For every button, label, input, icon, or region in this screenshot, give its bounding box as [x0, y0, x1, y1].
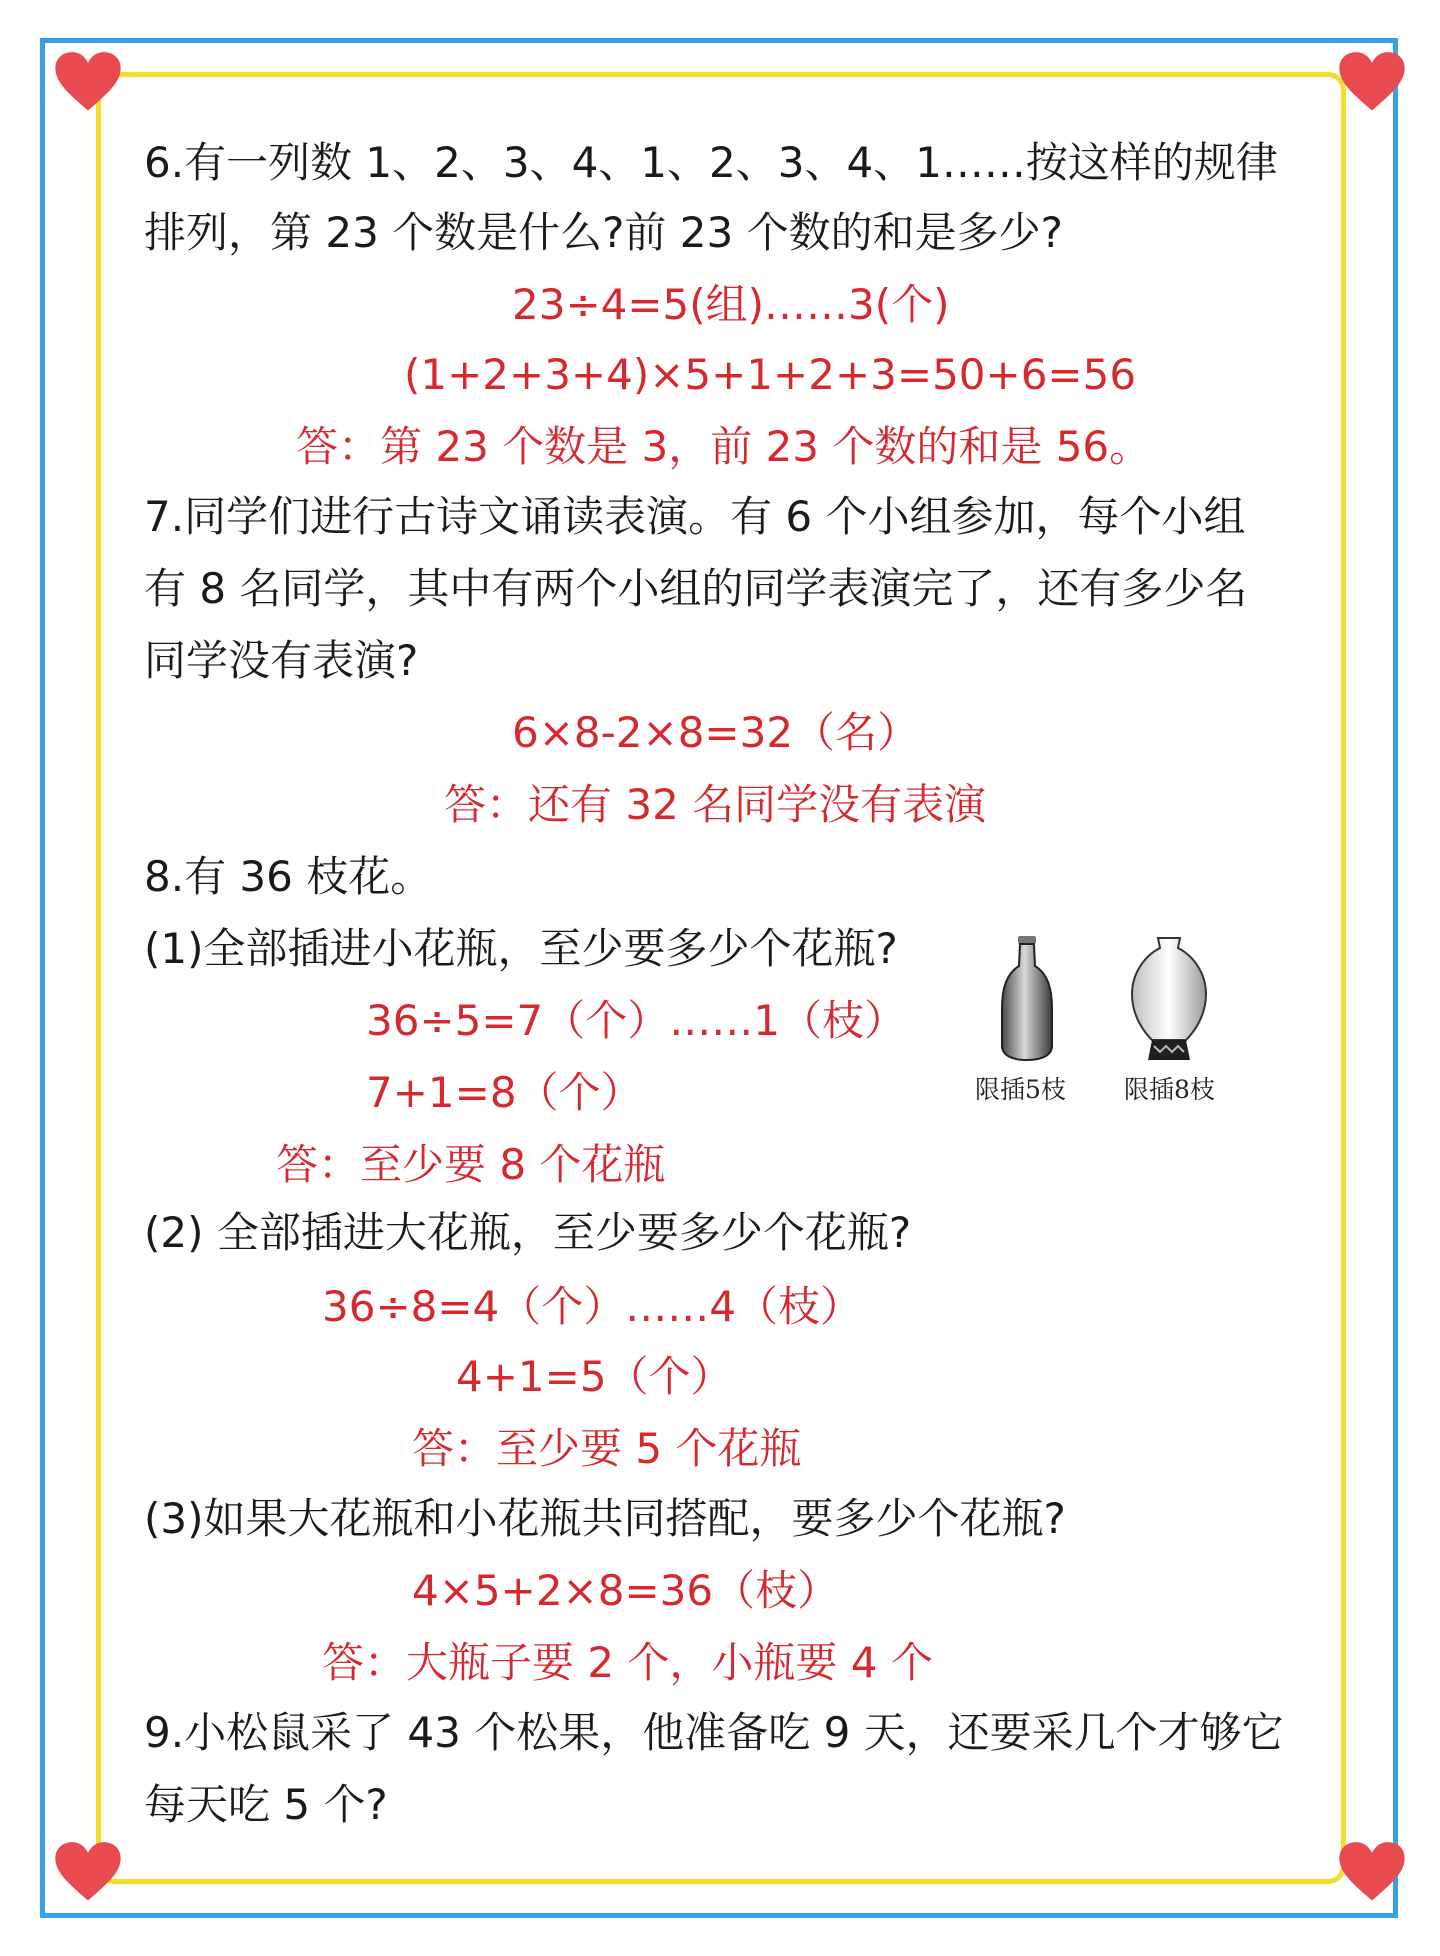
- small-vase-label: 限插5枝: [975, 1075, 1066, 1104]
- q7-line1: 7.同学们进行古诗文诵读表演。有 6 个小组参加，每个小组: [144, 492, 1246, 541]
- q6-line2: 排列，第 23 个数是什么?前 23 个数的和是多少?: [144, 208, 1063, 257]
- q8-part2-calc1: 36÷8=4（个）……4（枝）: [322, 1282, 862, 1331]
- small-vase-image: [998, 934, 1056, 1064]
- q8-part3-answer: 答：大瓶子要 2 个，小瓶要 4 个: [322, 1638, 933, 1687]
- q8-intro: 8.有 36 枝花。: [144, 852, 433, 901]
- q6-calc1: 23÷4=5(组)……3(个): [512, 280, 950, 329]
- q6-answer: 答：第 23 个数是 3，前 23 个数的和是 56。: [296, 422, 1152, 471]
- q8-part1-calc1: 36÷5=7（个）……1（枝）: [366, 996, 906, 1045]
- q8-part3-calc1: 4×5+2×8=36（枝）: [412, 1566, 840, 1615]
- q8-part3-question: (3)如果大花瓶和小花瓶共同搭配，要多少个花瓶?: [144, 1494, 1066, 1543]
- q8-part2-answer: 答：至少要 5 个花瓶: [412, 1424, 802, 1473]
- q6-calc2: (1+2+3+4)×5+1+2+3=50+6=56: [404, 350, 1137, 399]
- large-vase-label: 限插8枝: [1124, 1075, 1215, 1104]
- q8-part1-question: (1)全部插进小花瓶，至少要多少个花瓶?: [144, 924, 898, 973]
- heart-icon-bottom-right: [1338, 1840, 1406, 1904]
- heart-icon-top-right: [1338, 50, 1406, 114]
- q9-line1: 9.小松鼠采了 43 个松果，他准备吃 9 天，还要采几个才够它: [144, 1708, 1284, 1757]
- q6-line1: 6.有一列数 1、2、3、4、1、2、3、4、1……按这样的规律: [144, 138, 1278, 187]
- heart-icon-bottom-left: [54, 1840, 122, 1904]
- q7-answer: 答：还有 32 名同学没有表演: [444, 780, 987, 829]
- q9-line2: 每天吃 5 个?: [144, 1780, 388, 1829]
- q8-part1-answer: 答：至少要 8 个花瓶: [276, 1140, 666, 1189]
- q7-line2: 有 8 名同学，其中有两个小组的同学表演完了，还有多少名: [144, 564, 1248, 613]
- q8-part2-question: (2) 全部插进大花瓶，至少要多少个花瓶?: [144, 1208, 912, 1257]
- q7-line3: 同学没有表演?: [144, 636, 419, 685]
- q8-part2-calc2: 4+1=5（个）: [456, 1352, 733, 1401]
- large-vase-image: [1128, 934, 1210, 1064]
- heart-icon-top-left: [54, 50, 122, 114]
- q7-calc1: 6×8-2×8=32（名）: [512, 708, 920, 757]
- q8-part1-calc2: 7+1=8（个）: [366, 1068, 643, 1117]
